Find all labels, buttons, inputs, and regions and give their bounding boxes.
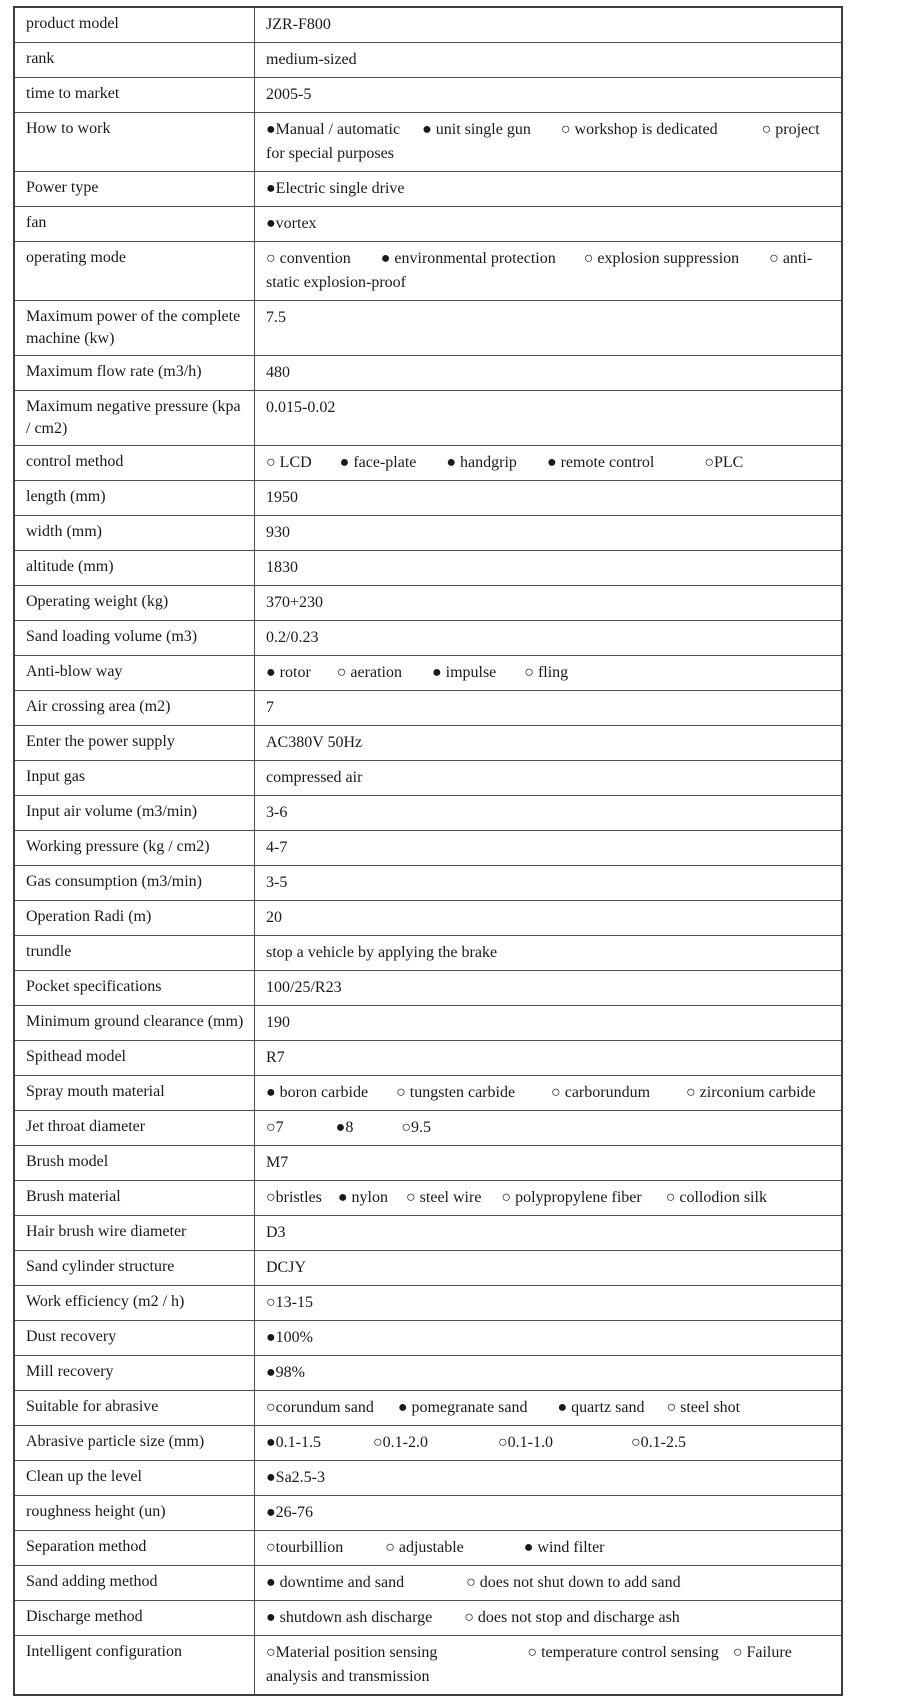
value-text: ●26-76: [266, 1504, 313, 1521]
row-value: [255, 43, 841, 77]
row-label: Gas consumption (m3/min): [15, 866, 255, 900]
value-text: 480: [266, 364, 290, 381]
value-text: 930: [266, 524, 290, 541]
row-value: [255, 1566, 841, 1600]
value-text: M7: [266, 1154, 289, 1171]
option-item: ○7: [266, 1119, 284, 1136]
table-row: [15, 391, 841, 446]
table-row: [15, 207, 841, 242]
row-label: operating mode: [15, 242, 255, 300]
row-value: [255, 1321, 841, 1355]
row-value: [255, 1251, 841, 1285]
row-value: [255, 1531, 841, 1565]
row-label: Minimum ground clearance (mm): [15, 1006, 255, 1040]
table-row: [15, 551, 841, 586]
option-item: ● shutdown ash discharge: [266, 1609, 433, 1626]
row-value: [255, 207, 841, 241]
row-value: [255, 1006, 841, 1040]
value-text: ●98%: [266, 1364, 305, 1381]
table-row: [15, 831, 841, 866]
row-label: Sand loading volume (m3): [15, 621, 255, 655]
table-row: [15, 113, 841, 172]
table-row: [15, 43, 841, 78]
row-value: [255, 971, 841, 1005]
value-text: stop a vehicle by applying the brake: [266, 944, 498, 961]
table-row: [15, 1566, 841, 1601]
row-label: Air crossing area (m2): [15, 691, 255, 725]
option-item: ● pomegranate sand: [397, 1399, 528, 1416]
option-item: ● handgrip: [446, 454, 517, 471]
value-text: D3: [266, 1224, 286, 1241]
row-value: [255, 113, 841, 171]
value-text: 1950: [266, 489, 298, 506]
option-item: ○ fling: [524, 664, 569, 681]
option-item: ●8: [335, 1119, 354, 1136]
row-value: [255, 1426, 841, 1460]
row-value: [255, 761, 841, 795]
table-row: [15, 1321, 841, 1356]
row-label: Maximum negative pressure (kpa / cm2): [15, 391, 255, 445]
option-item: ○ aeration: [336, 664, 402, 681]
table-row: [15, 1006, 841, 1041]
table-row: [15, 1496, 841, 1531]
row-value: [255, 1461, 841, 1495]
row-value: [255, 391, 841, 445]
table-row: [15, 726, 841, 761]
row-value: [255, 481, 841, 515]
table-row: [15, 761, 841, 796]
table-row: [15, 656, 841, 691]
row-value: [255, 726, 841, 760]
option-item: ● wind filter: [523, 1539, 605, 1556]
row-value: [255, 796, 841, 830]
option-item: ● face-plate: [339, 454, 417, 471]
value-text: 1830: [266, 559, 298, 576]
row-label: Hair brush wire diameter: [15, 1216, 255, 1250]
value-text: 7: [266, 699, 274, 716]
row-label: Clean up the level: [15, 1461, 255, 1495]
value-text: medium-sized: [266, 51, 357, 68]
row-value: [255, 1496, 841, 1530]
row-value: [255, 831, 841, 865]
row-label: Dust recovery: [15, 1321, 255, 1355]
table-row: [15, 1076, 841, 1111]
option-item: ○bristles: [266, 1189, 322, 1206]
row-value: [255, 446, 841, 480]
value-text: ●Electric single drive: [266, 180, 405, 197]
row-label: How to work: [15, 113, 255, 171]
row-value: [255, 1216, 841, 1250]
row-value: [255, 516, 841, 550]
option-item: ○corundum sand: [266, 1399, 374, 1416]
table-row: [15, 516, 841, 551]
table-row: [15, 1461, 841, 1496]
table-row: [15, 242, 841, 301]
table-row: [15, 1356, 841, 1391]
row-value: [255, 691, 841, 725]
option-item: ○ carborundum: [551, 1084, 651, 1101]
row-label: width (mm): [15, 516, 255, 550]
option-item: ○ tungsten carbide: [396, 1084, 516, 1101]
row-value: [255, 1181, 841, 1215]
row-label: time to market: [15, 78, 255, 112]
row-value: [255, 1111, 841, 1145]
row-value: [255, 242, 841, 300]
option-item: ○ anti-static explosion-proof: [266, 250, 813, 291]
table-row: [15, 1426, 841, 1461]
row-label: Pocket specifications: [15, 971, 255, 1005]
row-value: [255, 551, 841, 585]
value-text: compressed air: [266, 769, 363, 786]
row-label: length (mm): [15, 481, 255, 515]
row-label: Operation Radi (m): [15, 901, 255, 935]
table-row: [15, 481, 841, 516]
table-row: [15, 936, 841, 971]
option-item: ● environmental protection: [380, 250, 556, 267]
row-label: Maximum power of the complete machine (kw): [15, 301, 255, 355]
option-item: ○ steel wire: [406, 1189, 482, 1206]
row-value: [255, 8, 841, 42]
option-item: ○Material position sensing: [266, 1644, 438, 1661]
value-text: 3-5: [266, 874, 288, 891]
table-row: [15, 1391, 841, 1426]
option-item: ○ does not stop and discharge ash: [464, 1609, 680, 1626]
table-row: [15, 586, 841, 621]
row-label: Spray mouth material: [15, 1076, 255, 1110]
row-value: [255, 1356, 841, 1390]
table-row: [15, 356, 841, 391]
value-text: 0.015-0.02: [266, 399, 336, 416]
table-row: [15, 1111, 841, 1146]
option-item: ○PLC: [704, 454, 744, 471]
row-value: [255, 621, 841, 655]
value-text: AC380V 50Hz: [266, 734, 363, 751]
option-item: ○ Failure analysis and transmission: [266, 1644, 792, 1685]
row-value: [255, 301, 841, 355]
row-label: Abrasive particle size (mm): [15, 1426, 255, 1460]
option-item: ○0.1-2.5: [631, 1434, 686, 1451]
table-row: [15, 1146, 841, 1181]
row-value: [255, 1146, 841, 1180]
option-item: ○ workshop is dedicated: [560, 121, 718, 138]
row-value: [255, 1601, 841, 1635]
row-label: Power type: [15, 172, 255, 206]
option-item: ● downtime and sand: [266, 1574, 405, 1591]
value-text: JZR-F800: [266, 16, 331, 33]
row-label: Separation method: [15, 1531, 255, 1565]
option-item: ● quartz sand: [557, 1399, 645, 1416]
row-value: [255, 1636, 841, 1694]
value-text: 0.2/0.23: [266, 629, 319, 646]
row-label: Anti-blow way: [15, 656, 255, 690]
row-value: [255, 656, 841, 690]
row-label: Input air volume (m3/min): [15, 796, 255, 830]
row-label: trundle: [15, 936, 255, 970]
row-value: [255, 936, 841, 970]
table-row: [15, 1636, 841, 1694]
option-item: ●Manual / automatic: [266, 121, 401, 138]
value-text: DCJY: [266, 1259, 307, 1276]
row-label: Working pressure (kg / cm2): [15, 831, 255, 865]
row-label: Jet throat diameter: [15, 1111, 255, 1145]
option-item: ○ zirconium carbide: [686, 1084, 816, 1101]
row-label: altitude (mm): [15, 551, 255, 585]
row-value: [255, 172, 841, 206]
row-label: Input gas: [15, 761, 255, 795]
table-row: [15, 446, 841, 481]
row-value: [255, 901, 841, 935]
table-row: [15, 78, 841, 113]
option-item: ○ convention: [266, 250, 351, 267]
option-item: ○9.5: [401, 1119, 432, 1136]
option-item: ○ project for special purposes: [266, 121, 820, 162]
row-value: [255, 586, 841, 620]
table-row: [15, 691, 841, 726]
row-label: Sand adding method: [15, 1566, 255, 1600]
row-value: [255, 1286, 841, 1320]
value-text: 4-7: [266, 839, 288, 856]
value-text: ●Sa2.5-3: [266, 1469, 325, 1486]
option-item: ○ polypropylene fiber: [501, 1189, 642, 1206]
option-item: ○ adjustable: [385, 1539, 464, 1556]
value-text: 2005-5: [266, 86, 312, 103]
row-label: Discharge method: [15, 1601, 255, 1635]
option-item: ● impulse: [431, 664, 497, 681]
row-label: Maximum flow rate (m3/h): [15, 356, 255, 390]
option-item: ○ temperature control sensing: [527, 1644, 719, 1661]
table-row: [15, 8, 841, 43]
option-item: ○ steel shot: [666, 1399, 741, 1416]
row-label: fan: [15, 207, 255, 241]
table-row: [15, 1251, 841, 1286]
row-label: Mill recovery: [15, 1356, 255, 1390]
row-label: product model: [15, 8, 255, 42]
option-item: ○0.1-1.0: [498, 1434, 553, 1451]
row-label: Enter the power supply: [15, 726, 255, 760]
value-text: 100/25/R23: [266, 979, 342, 996]
row-label: rank: [15, 43, 255, 77]
value-text: 190: [266, 1014, 290, 1031]
option-item: ● nylon: [337, 1189, 388, 1206]
row-label: Work efficiency (m2 / h): [15, 1286, 255, 1320]
option-item: ○ LCD: [266, 454, 312, 471]
table-row: [15, 1601, 841, 1636]
option-item: ● unit single gun: [422, 121, 531, 138]
row-label: control method: [15, 446, 255, 480]
row-value: [255, 1076, 841, 1110]
table-row: [15, 1041, 841, 1076]
row-label: Sand cylinder structure: [15, 1251, 255, 1285]
option-item: ○ does not shut down to add sand: [466, 1574, 681, 1591]
table-row: [15, 866, 841, 901]
table-row: [15, 1181, 841, 1216]
table-row: [15, 301, 841, 356]
value-text: ●100%: [266, 1329, 313, 1346]
option-item: ○0.1-2.0: [373, 1434, 428, 1451]
value-text: 370+230: [266, 594, 324, 611]
value-text: ○13-15: [266, 1294, 313, 1311]
value-text: R7: [266, 1049, 285, 1066]
option-item: ○tourbillion: [266, 1539, 344, 1556]
row-label: Intelligent configuration: [15, 1636, 255, 1694]
row-label: Brush model: [15, 1146, 255, 1180]
value-text: 7.5: [266, 309, 286, 326]
option-item: ○ explosion suppression: [583, 250, 740, 267]
option-item: ●0.1-1.5: [266, 1434, 321, 1451]
row-value: [255, 1041, 841, 1075]
value-text: 3-6: [266, 804, 288, 821]
row-label: Spithead model: [15, 1041, 255, 1075]
table-row: [15, 971, 841, 1006]
row-label: Suitable for abrasive: [15, 1391, 255, 1425]
table-row: [15, 1531, 841, 1566]
table-row: [15, 796, 841, 831]
option-item: ○ collodion silk: [665, 1189, 767, 1206]
option-item: ● rotor: [266, 664, 311, 681]
row-label: Brush material: [15, 1181, 255, 1215]
row-value: [255, 356, 841, 390]
option-item: ● remote control: [546, 454, 655, 471]
value-text: ●vortex: [266, 215, 317, 232]
row-value: [255, 1391, 841, 1425]
row-value: [255, 78, 841, 112]
table-row: [15, 621, 841, 656]
table-row: [15, 901, 841, 936]
spec-table: [13, 6, 843, 1696]
option-item: ● boron carbide: [266, 1084, 369, 1101]
table-row: [15, 1216, 841, 1251]
value-text: 20: [266, 909, 282, 926]
row-value: [255, 866, 841, 900]
row-label: roughness height (un): [15, 1496, 255, 1530]
table-row: [15, 1286, 841, 1321]
table-row: [15, 172, 841, 207]
row-label: Operating weight (kg): [15, 586, 255, 620]
